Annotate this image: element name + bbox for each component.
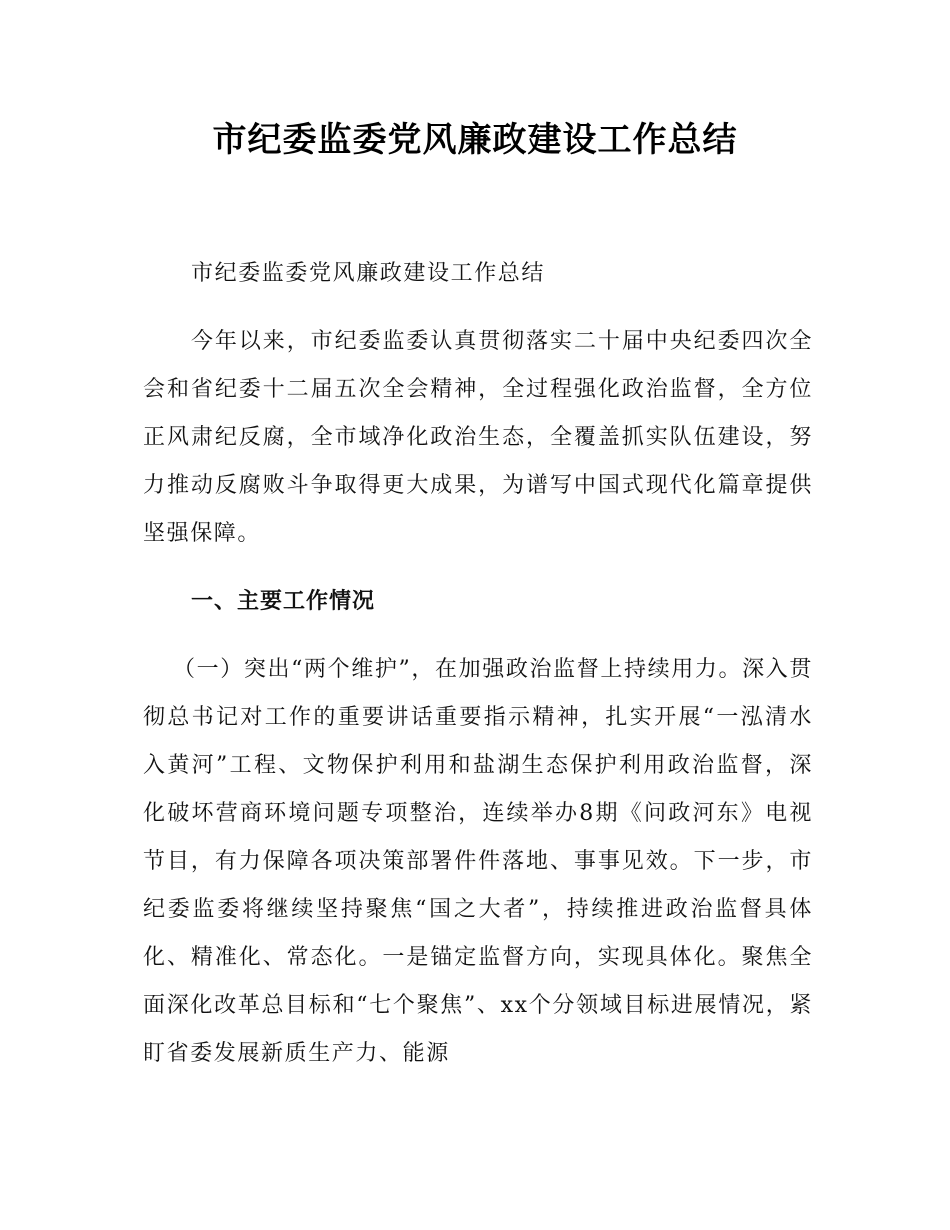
spacer [143,626,813,646]
spacer [143,558,813,578]
section-paragraph: （一）突出“两个维护”，在加强政治监督上持续用力。深入贯彻总书记对工作的重要讲话重要指示精神，扎实开展“一泓清水入黄河”工程、文物保护利用和盐湖生态保护利用政治监督，深化破坏营商环境问题专项整治，连续举办8期《问政河东》电视节目，有力保障各项决策部署件件落地、事事见效。下一步，市纪委监委将继续坚持聚焦“国之大者”，持续推进政治监督具体化、精准化、常态化。一是锚定监督方向，实现具体化。聚焦全面深化改革总目标和“七个聚焦”、xx个分领域目标进展情况，紧盯省委发展新质生产力、能源 [143,657,813,1066]
intro-paragraph: 今年以来，市纪委监委认真贯彻落实二十届中央纪委四次全会和省纪委十二届五次全会精神，全过程强化政治监督，全方位正风肃纪反腐，全市域净化政治生态，全覆盖抓实队伍建设，努力推动反腐败斗争取得更大成果，为谱写中国式现代化篇章提供坚强保障。 [143,329,813,546]
section-heading: 一、主要工作情况 [191,589,376,614]
spacer [143,298,813,318]
document-subtitle: 市纪委监委党风廉政建设工作总结 [191,261,546,286]
document-title: 市纪委监委党风廉政建设工作总结 [212,120,738,160]
document-body [143,250,813,1078]
